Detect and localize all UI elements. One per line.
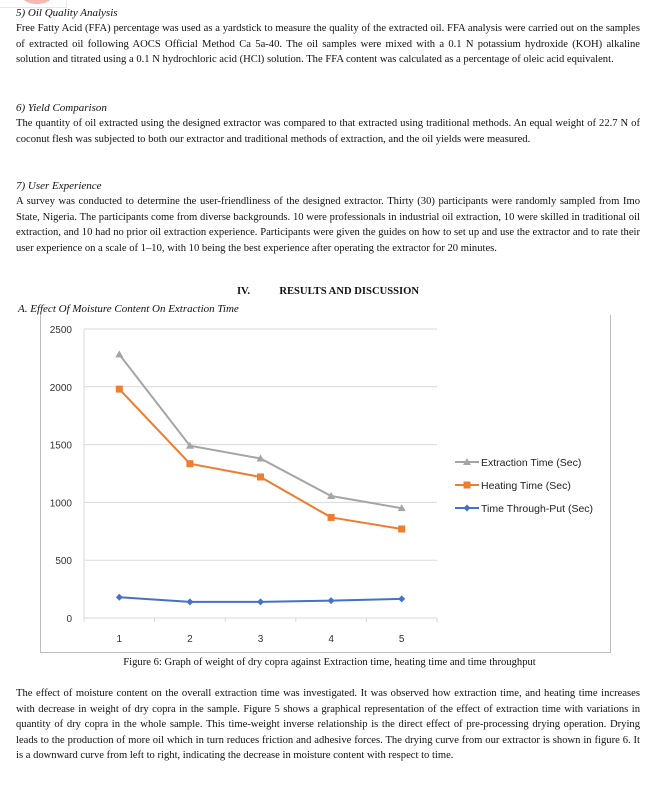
legend-label: Extraction Time (Sec) (481, 457, 582, 469)
y-tick-label: 500 (55, 556, 72, 568)
results-heading (16, 286, 640, 297)
y-tick-label: 1000 (49, 498, 72, 510)
x-tick-label: 3 (257, 634, 264, 645)
figure-caption: Figure 6: Graph of weight of dry copra against Extraction time, heating time and time throughput (123, 657, 536, 668)
y-tick-label: 1500 (49, 440, 72, 452)
x-tick-label: 4 (328, 634, 334, 645)
x-tick-label: 5 (398, 634, 405, 645)
y-tick-label: 2500 (49, 325, 72, 336)
section-user-experience (16, 179, 640, 256)
subsection-heading: A. Effect Of Moisture Content On Extraction Time (18, 303, 239, 315)
y-tick-label: 2000 (49, 382, 72, 394)
legend-label: Time Through-Put (Sec) (481, 503, 594, 515)
y-tick-label: 0 (66, 614, 72, 625)
results-title: RESULTS AND DISCUSSION (279, 286, 420, 297)
section-oil-quality (16, 6, 640, 68)
results-number: IV. (236, 286, 250, 297)
section-yield (16, 101, 640, 147)
x-tick-label: 1 (116, 634, 123, 645)
section-body: Free Fatty Acid (FFA) percentage was used as a yardstick to measure the quality of the extracted oil. FFA analysis were carried out on the samples of extracted oil following AOCS Official Method Ca 5a-40. The oil samples were mixed with a 0.1 N potassium hydroxide (KOH) alkaline solution and titrated using a 0.1 N hydrochloric acid (HCl) solution. The FFA content was calculated as a percentage of oleic acid equivalent. (16, 23, 640, 66)
section-heading: 6) Yield Comparison (16, 102, 107, 114)
discussion-paragraph: The effect of moisture content on the overall extraction time was investigated. It was observed how extraction time, and heating time increases with decrease in weight of dry copra in the sample. Figure 5 shows a graphical representation of the effect of extraction time with variations in quantity of dry copra in the whole sample. This time-weight inverse relationship is the direct effect of pre-processing drying operation. Drying leads to the production of more oil which in turn reduces friction and adhesive forces. The drying curve from our extractor is shown in figure 6. It is a downward curve from left to right, indicating the decrease in moisture content with respect to time. (16, 688, 640, 762)
section-body: A survey was conducted to determine the user-friendliness of the designed extractor. Thirty (30) participants were randomly sampled from Imo State, Nigeria. The participants come from diverse backgrounds. 10 were professionals in industrial oil extraction, 10 were skilled in traditional oil extraction, and 10 had no prior oil extraction experience. Participants were given the guides on how to set up and use the extractor and to rate their user experience on a scale of 1–10, with 10 being the best experience after operating the extractor for 20 minutes. (16, 196, 640, 254)
chart-frame (40, 315, 611, 653)
section-heading: 7) User Experience (16, 180, 102, 192)
section-body: The quantity of oil extracted using the designed extractor was compared to that extracted using traditional methods. An equal weight of 22.7 N of coconut flesh was subjected to both our extractor and traditional methods of extraction, and the oil yields were measured. (16, 118, 640, 145)
legend-label: Heating Time (Sec) (481, 480, 571, 492)
x-tick-label: 2 (187, 634, 193, 645)
section-heading: 5) Oil Quality Analysis (16, 7, 118, 19)
